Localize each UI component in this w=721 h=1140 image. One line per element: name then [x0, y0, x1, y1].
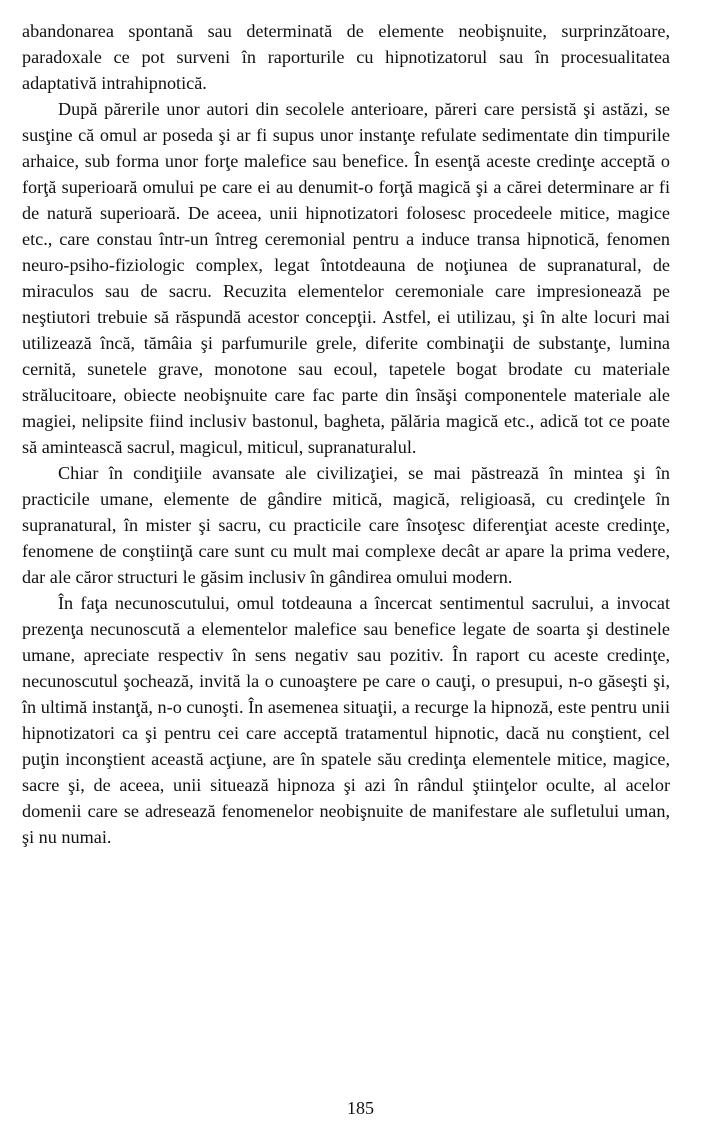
paragraph-3: Chiar în condiţiile avansate ale civilizaţiei, se mai păstrează în mintea şi în practicile umane, elemente de gândire mitică, magică, religioasă, cu credinţele în supranatural, în mister şi sacru, cu practicile care însoţesc diferenţiat aceste credinţe, fenomene de conştiinţă care sunt cu mult mai complexe decât ar apare la prima vedere, dar ale căror structuri le găsim inclusiv în gândirea omului modern.: [22, 463, 670, 587]
page-number: 185: [347, 1098, 374, 1118]
paragraph-1: abandonarea spontană sau determinată de elemente neobişnuite, surprinzătoare, paradoxale ce pot surveni în raporturile cu hipnotizatorul sau în procesualitatea adaptativă intrahipnotică.: [22, 21, 670, 93]
page-body: [22, 18, 670, 850]
paragraph-4: În faţa necunoscutului, omul totdeauna a încercat sentimentul sacrului, a invocat prezenţa necunoscută a elementelor malefice sau benefice legate de soarta şi destinele umane, apreciate respectiv în sens negativ sau pozitiv. În raport cu aceste credinţe, necunoscutul şochează, invită la o cunoaştere pe care o cauţi, o presupui, n-o găseşti şi, în ultimă instanţă, n-o cunoşti. În asemenea situaţii, a recurge la hipnoză, este pentru unii hipnotizatori ca şi pentru cei care acceptă tratamentul hipnotic, dacă nu conştient, cel puţin inconştient această acţiune, are în spatele său credinţa elementele mitice, magice, sacre şi, de aceea, unii situează hipnoza şi azi în rândul ştiinţelor oculte, al acelor domenii care se adresează fenomenelor neobişnuite de manifestare ale sufletului uman, şi nu numai.: [22, 593, 670, 847]
paragraph-2: După părerile unor autori din secolele anterioare, păreri care persistă şi astăzi, se susţine că omul ar poseda şi ar fi supus unor instanţe refulate sedimentate din timpurile arhaice, sub forma unor forţe malefice sau benefice. În esenţă aceste credinţe acceptă o forţă superioară omului pe care ei au denumit-o forţă magică şi a cărei determinare ar fi de natură superioară. De aceea, unii hipnotizatori folosesc procedeele mitice, magice etc., care constau într-un întreg ceremonial pentru a induce transa hipnotică, fenomen neuro-psiho-fiziologic complex, legat întotdeauna de noţiunea de supranatural, de miraculos sau de sacru. Recuzita elementelor ceremoniale care impresionează pe neştiutori trebuie să răspundă acestor concepţii. Astfel, ei utilizau, şi în alte locuri mai utilizează încă, tămâia şi parfumurile grele, diferite combinaţii de substanţe, lumina cernită, sunetele grave, monotone sau ecoul, tapetele bogat brodate cu materiale strălucitoare, obiecte neobişnuite care fac parte din însăşi componentele materiale ale magiei, nelipsite fiind inclusiv bastonul, bagheta, pălăria magică etc., adică tot ce poate să amintească sacrul, magicul, miticul, supranaturalul.: [22, 99, 670, 457]
